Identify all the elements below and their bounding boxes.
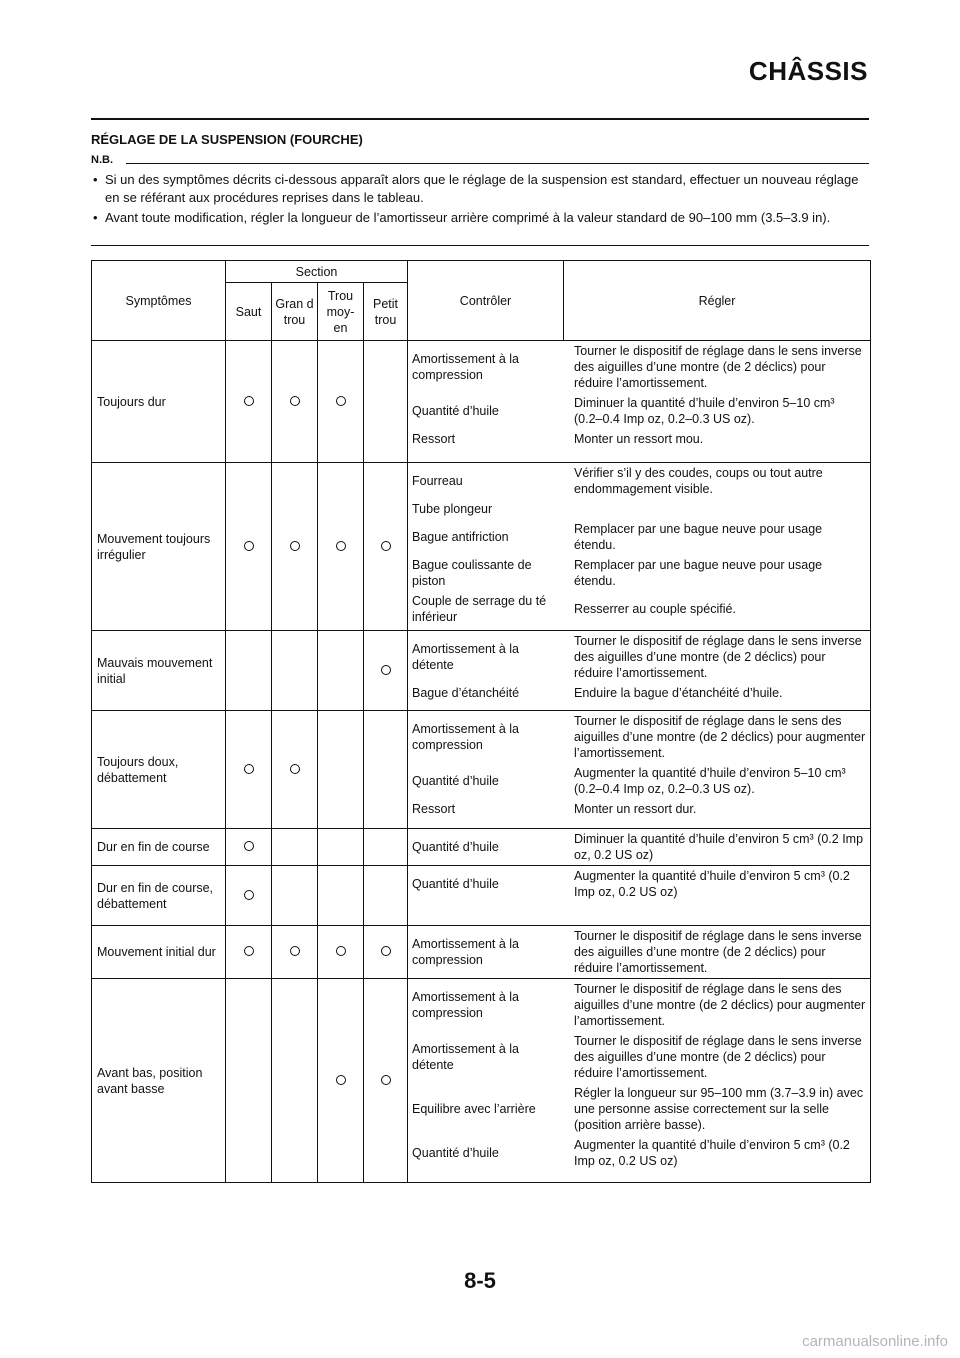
check-text: Quantité d’huile: [412, 1146, 499, 1160]
list-item: [408, 1083, 870, 1135]
section-mark-cell: [364, 631, 408, 711]
symptom-cell: Mauvais mouvement initial: [92, 631, 226, 711]
circle-mark-icon: [336, 1075, 346, 1085]
circle-mark-icon: [381, 1075, 391, 1085]
note-label: N.B.: [91, 154, 113, 166]
table-row: [92, 979, 871, 1183]
list-item: [408, 631, 870, 683]
list-item: [408, 763, 870, 799]
section-mark-cell: [272, 631, 318, 711]
check-text: Bague d’étanchéité: [412, 686, 520, 700]
note-bullet: • Avant toute modification, régler la longueur de l’amortisseur arrière comprimé à la valeur standard de 90–100 mm (3.5–3.9 in).: [93, 210, 831, 225]
list-item: [408, 463, 870, 499]
check-adjust-cell: [408, 829, 871, 866]
table-row: [92, 711, 871, 829]
header-section: Section: [226, 261, 408, 283]
table-row: [92, 926, 871, 979]
list-item: [408, 555, 870, 591]
circle-mark-icon: [381, 665, 391, 675]
adjust-text: Tourner le dispositif de réglage dans le sens inverse des aiguilles d’une montre (de 2 déclics) pour réduire l’amortissement.: [574, 1034, 862, 1080]
circle-mark-icon: [244, 946, 254, 956]
check-adjust-list: [408, 926, 870, 978]
adjust-text: Augmenter la quantité d’huile d’environ 5 cm³ (0.2 Imp oz, 0.2 US oz): [574, 869, 850, 899]
circle-mark-icon: [244, 890, 254, 900]
check-text: Amortissement à la compression: [412, 352, 519, 382]
check-text: Amortissement à la détente: [412, 1042, 519, 1072]
check-text: Bague antifriction: [412, 530, 509, 544]
symptom-cell: Toujours doux, débattement: [92, 711, 226, 829]
circle-mark-icon: [290, 946, 300, 956]
check-text: Amortissement à la détente: [412, 642, 519, 672]
adjust-text: Augmenter la quantité d’huile d’environ 5–10 cm³ (0.2–0.4 Imp oz, 0.2–0.3 US oz).: [574, 766, 846, 796]
check-adjust-cell: [408, 926, 871, 979]
list-item: [408, 979, 870, 1031]
check-text: Quantité d’huile: [412, 840, 499, 854]
table-row: [92, 631, 871, 711]
section-mark-cell: [318, 926, 364, 979]
adjust-text: Tourner le dispositif de réglage dans le sens inverse des aiguilles d’une montre (de 2 déclics) pour réduire l’amortissement.: [574, 344, 862, 390]
section-mark-cell: [226, 711, 272, 829]
section-mark-cell: [318, 463, 364, 631]
check-text: Ressort: [412, 432, 456, 446]
section-mark-cell: [226, 341, 272, 463]
section-mark-cell: [226, 829, 272, 866]
page-title: CHÂSSIS: [748, 56, 868, 86]
check-adjust-cell: [408, 631, 871, 711]
section-mark-cell: [364, 866, 408, 926]
table-row: [92, 866, 871, 926]
section-mark-cell: [226, 631, 272, 711]
section-mark-cell: [318, 829, 364, 866]
section-mark-cell: [272, 463, 318, 631]
section-mark-cell: [318, 866, 364, 926]
header-saut: Saut: [226, 283, 272, 341]
circle-mark-icon: [336, 946, 346, 956]
list-item: [408, 341, 870, 393]
adjust-text: Remplacer par une bague neuve pour usage étendu.: [574, 522, 823, 552]
section-mark-cell: [364, 829, 408, 866]
adjust-text: Tourner le dispositif de réglage dans le sens des aiguilles d’une montre (de 2 déclics) pour augmenter l’amortissement.: [574, 982, 866, 1028]
check-adjust-cell: [408, 463, 871, 631]
adjust-text: Remplacer par une bague neuve pour usage étendu.: [574, 558, 823, 588]
section-mark-cell: [272, 711, 318, 829]
section-mark-cell: [364, 979, 408, 1183]
check-adjust-list: [408, 979, 870, 1171]
adjust-text: Augmenter la quantité d’huile d’environ 5 cm³ (0.2 Imp oz, 0.2 US oz): [574, 1138, 850, 1168]
section-mark-cell: [364, 463, 408, 631]
list-item: [408, 711, 870, 763]
header-adjust: Régler: [564, 261, 871, 341]
header-petit-trou: Petit trou: [364, 283, 408, 341]
section-mark-cell: [226, 926, 272, 979]
check-adjust-cell: [408, 341, 871, 463]
circle-mark-icon: [290, 396, 300, 406]
check-text: Fourreau: [412, 474, 463, 488]
section-mark-cell: [318, 711, 364, 829]
section-mark-cell: [364, 711, 408, 829]
title-rule: [91, 118, 869, 120]
check-adjust-cell: [408, 866, 871, 926]
section-mark-cell: [226, 463, 272, 631]
section-mark-cell: [226, 866, 272, 926]
list-item: [408, 799, 870, 819]
check-text: Tube plongeur: [412, 502, 493, 516]
circle-mark-icon: [336, 541, 346, 551]
section-mark-cell: [318, 631, 364, 711]
symptom-cell: Avant bas, position avant basse: [92, 979, 226, 1183]
check-text: Equilibre avec l’arrière: [412, 1102, 536, 1116]
header-check: Contrôler: [408, 261, 564, 341]
circle-mark-icon: [244, 541, 254, 551]
section-mark-cell: [364, 341, 408, 463]
check-text: Amortissement à la compression: [412, 937, 519, 967]
section-mark-cell: [272, 926, 318, 979]
adjust-text: Diminuer la quantité d’huile d’environ 5 cm³ (0.2 Imp oz, 0.2 US oz): [574, 832, 864, 862]
check-text: Bague coulissante de piston: [412, 558, 532, 588]
check-text: Quantité d’huile: [412, 877, 499, 891]
adjust-text: Tourner le dispositif de réglage dans le sens inverse des aiguilles d’une montre (de 2 déclics) pour réduire l’amortissement.: [574, 929, 862, 975]
note-list: [91, 171, 869, 229]
adjust-text: Tourner le dispositif de réglage dans le sens des aiguilles d’une montre (de 2 déclics) pour augmenter l’amortissement.: [574, 714, 866, 760]
list-item: [408, 591, 870, 627]
check-text: Amortissement à la compression: [412, 722, 519, 752]
check-adjust-list: [408, 463, 870, 627]
table-row: [92, 341, 871, 463]
watermark: carmanualsonline.info: [802, 1333, 948, 1350]
check-text: Quantité d’huile: [412, 404, 499, 418]
note-bottom-rule: [91, 245, 869, 246]
list-item: [408, 829, 870, 865]
list-item: [408, 683, 870, 703]
circle-mark-icon: [381, 541, 391, 551]
list-item: [408, 1135, 870, 1171]
bullet-icon: •: [93, 172, 98, 187]
section-mark-cell: [272, 979, 318, 1183]
circle-mark-icon: [381, 946, 391, 956]
check-adjust-cell: [408, 979, 871, 1183]
adjust-text: Monter un ressort dur.: [574, 802, 697, 816]
page-number: 8-5: [464, 1268, 496, 1293]
circle-mark-icon: [244, 396, 254, 406]
check-text: Couple de serrage du té inférieur: [412, 594, 547, 624]
section-mark-cell: [318, 341, 364, 463]
section-mark-cell: [272, 866, 318, 926]
check-adjust-list: [408, 711, 870, 819]
header-grand-trou: Gran d trou: [272, 283, 318, 341]
adjust-text: Resserrer au couple spécifié.: [574, 602, 736, 616]
symptom-cell: Dur en fin de course: [92, 829, 226, 866]
check-adjust-cell: [408, 711, 871, 829]
list-item: [408, 1031, 870, 1083]
section-mark-cell: [272, 829, 318, 866]
list-item: [408, 499, 870, 519]
adjust-text: Régler la longueur sur 95–100 mm (3.7–3.9 in) avec une personne assise correctement sur la selle (position arrière basse).: [574, 1086, 864, 1132]
circle-mark-icon: [336, 396, 346, 406]
section-mark-cell: [226, 979, 272, 1183]
check-adjust-list: [408, 631, 870, 703]
adjust-text: Vérifier s’il y des coudes, coups ou tout autre endommagement visible.: [574, 466, 823, 496]
check-text: Amortissement à la compression: [412, 990, 519, 1020]
check-adjust-list: [408, 866, 870, 902]
adjust-text: [570, 499, 870, 519]
check-text: Quantité d’huile: [412, 774, 499, 788]
header-symptoms: Symptômes: [92, 261, 226, 341]
list-item: [408, 926, 870, 978]
list-item: [408, 429, 870, 449]
suspension-table: [91, 260, 871, 1183]
circle-mark-icon: [244, 764, 254, 774]
section-mark-cell: [364, 926, 408, 979]
list-item: [408, 393, 870, 429]
adjust-text: Diminuer la quantité d’huile d’environ 5–10 cm³ (0.2–0.4 Imp oz, 0.2–0.3 US oz).: [574, 396, 835, 426]
circle-mark-icon: [290, 764, 300, 774]
check-text: Ressort: [412, 802, 456, 816]
header-trou-moyen: Trou moy- en: [318, 283, 364, 341]
table-row: [92, 463, 871, 631]
symptom-cell: Mouvement toujours irrégulier: [92, 463, 226, 631]
adjust-text: Tourner le dispositif de réglage dans le sens inverse des aiguilles d’une montre (de 2 déclics) pour réduire l’amortissement.: [574, 634, 862, 680]
section-mark-cell: [318, 979, 364, 1183]
check-adjust-list: [408, 341, 870, 449]
table-row: [92, 829, 871, 866]
note-rule: [126, 163, 869, 164]
symptom-cell: Mouvement initial dur: [92, 926, 226, 979]
adjust-text: Monter un ressort mou.: [574, 432, 704, 446]
list-item: [408, 866, 870, 902]
bullet-icon: •: [93, 210, 98, 225]
circle-mark-icon: [244, 841, 254, 851]
check-adjust-list: [408, 829, 870, 865]
section-heading: RÉGLAGE DE LA SUSPENSION (FOURCHE): [91, 132, 363, 147]
symptom-cell: Toujours dur: [92, 341, 226, 463]
note-bullet: • Si un des symptômes décrits ci-dessous apparaît alors que le réglage de la suspension est standard, effectuer un nouveau réglage en se référant aux procédures reprises dans le tableau.: [93, 172, 859, 205]
adjust-text: Enduire la bague d’étanchéité d’huile.: [574, 686, 783, 700]
table-body: [92, 341, 871, 1183]
circle-mark-icon: [290, 541, 300, 551]
section-mark-cell: [272, 341, 318, 463]
list-item: [408, 519, 870, 555]
symptom-cell: Dur en fin de course, débattement: [92, 866, 226, 926]
